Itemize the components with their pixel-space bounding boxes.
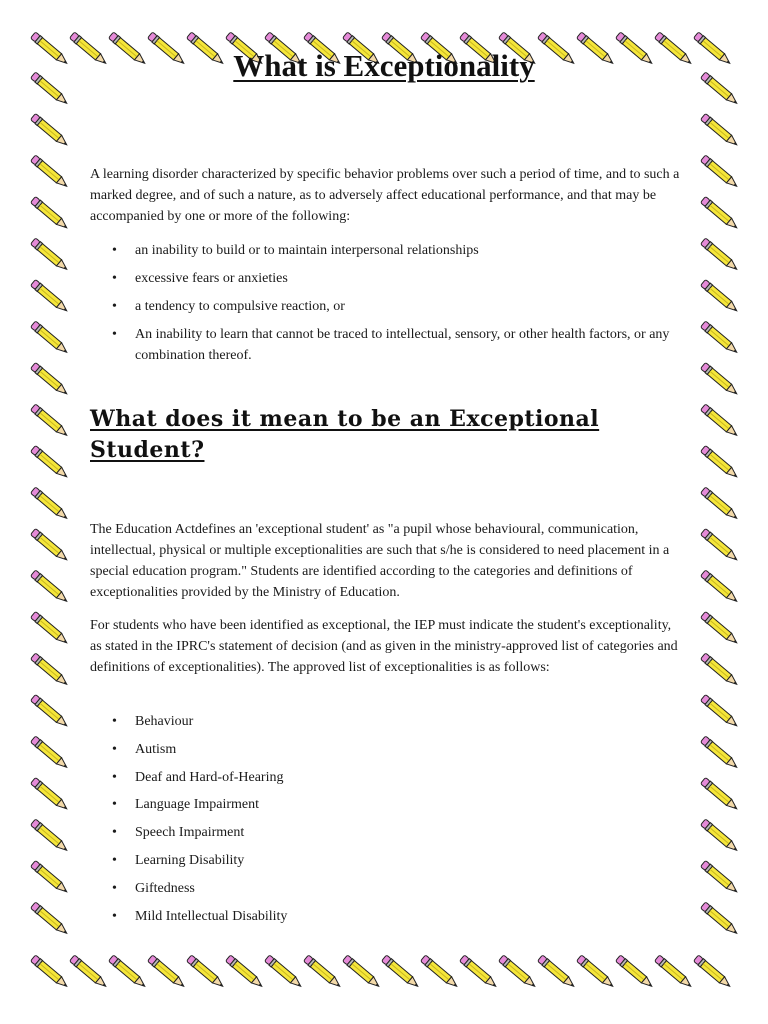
pencil-icon — [186, 955, 225, 990]
pencil-icon — [30, 777, 69, 812]
pencil-icon — [30, 487, 69, 522]
pencil-icon — [30, 611, 69, 646]
pencil-icon — [700, 279, 739, 314]
pencil-icon — [700, 694, 739, 729]
pencil-icon — [700, 238, 739, 273]
pencil-icon — [700, 902, 739, 937]
list-item: • Learning Disability — [90, 850, 680, 871]
pencil-icon — [30, 404, 69, 439]
definition-paragraph: The Education Actdefines an 'exceptional student' as "a pupil whose behavioural, communication, intellectual, physical or multiple exceptionalities are such that s/he is considered to need placement in a special education program." Students are identified according to the categories and definitions of exceptionalities provided by the Ministry of Education. — [90, 522, 670, 600]
list-item: • Giftedness — [90, 878, 680, 899]
pencil-icon — [700, 113, 739, 148]
pencil-icon — [30, 860, 69, 895]
pencil-icon — [264, 955, 303, 990]
pencil-icon — [30, 155, 69, 190]
pencil-icon — [69, 955, 108, 990]
section-heading: What does it mean to be an Exceptional Student? — [90, 406, 600, 463]
list-item: • a tendency to compulsive reaction, or — [90, 296, 680, 317]
pencil-icon — [381, 955, 420, 990]
pencil-icon — [30, 570, 69, 605]
pencil-icon — [700, 362, 739, 397]
pencil-icon — [700, 321, 739, 356]
pencil-icon — [30, 528, 69, 563]
pencil-icon — [700, 570, 739, 605]
list-item: • excessive fears or anxieties — [90, 268, 680, 289]
pencil-icon — [700, 777, 739, 812]
pencil-icon — [537, 955, 576, 990]
pencil-icon — [576, 955, 615, 990]
pencil-icon — [420, 955, 459, 990]
pencil-icon — [30, 694, 69, 729]
pencil-icon — [30, 279, 69, 314]
pencil-icon — [225, 955, 264, 990]
pencil-icon — [700, 445, 739, 480]
intro-section — [90, 164, 680, 227]
pencil-icon — [30, 113, 69, 148]
pencil-icon — [700, 611, 739, 646]
list-item: • Language Impairment — [90, 794, 680, 815]
list-item: • Mild Intellectual Disability — [90, 906, 680, 927]
pencil-icon — [700, 196, 739, 231]
pencil-icon — [700, 860, 739, 895]
pencil-icon — [147, 955, 186, 990]
pencil-icon — [30, 902, 69, 937]
pencil-icon — [30, 736, 69, 771]
intro-bullet-list — [90, 240, 680, 366]
pencil-icon — [700, 404, 739, 439]
definition-section — [90, 519, 680, 603]
list-item: • Behaviour — [90, 711, 680, 732]
pencil-icon — [615, 955, 654, 990]
pencil-icon — [30, 321, 69, 356]
pencil-icon — [459, 955, 498, 990]
pencil-icon — [108, 955, 147, 990]
list-item: • Deaf and Hard-of-Hearing — [90, 767, 680, 788]
pencil-icon — [700, 528, 739, 563]
pencil-icon — [30, 445, 69, 480]
page-title: What is Exceptionality — [233, 48, 535, 83]
pencil-icon — [700, 736, 739, 771]
pencil-icon — [303, 955, 342, 990]
pencil-icon — [700, 155, 739, 190]
list-item: • an inability to build or to maintain interpersonal relationships — [90, 240, 680, 261]
pencil-icon — [30, 819, 69, 854]
iep-section — [90, 615, 680, 678]
pencil-icon — [700, 819, 739, 854]
iep-paragraph: For students who have been identified as exceptional, the IEP must indicate the student's exceptionality, as stated in the IPRC's statement of decision (and as given in the ministry-approved list of categories and definitions of exceptionalities). The approved list of exceptionalities is as follows: — [90, 618, 678, 675]
pencil-icon — [342, 955, 381, 990]
pencil-icon — [700, 653, 739, 688]
exceptionalities-list — [90, 711, 680, 927]
list-item: • An inability to learn that cannot be traced to intellectual, sensory, or other health factors, or any combination thereof. — [90, 324, 680, 366]
pencil-icon — [30, 653, 69, 688]
pencil-icon — [693, 955, 732, 990]
pencil-icon — [700, 487, 739, 522]
intro-paragraph: A learning disorder characterized by specific behavior problems over such a period of time, and to such a marked degree, and of such a nature, as to adversely affect educational performance, and that may be accompanied by one or more of the following: — [90, 167, 680, 224]
list-item: • Autism — [90, 739, 680, 760]
pencil-icon — [654, 955, 693, 990]
pencil-icon — [30, 238, 69, 273]
pencil-icon — [30, 955, 69, 990]
pencil-icon — [30, 362, 69, 397]
pencil-icon — [498, 955, 537, 990]
pencil-icon — [30, 196, 69, 231]
list-item: • Speech Impairment — [90, 822, 680, 843]
